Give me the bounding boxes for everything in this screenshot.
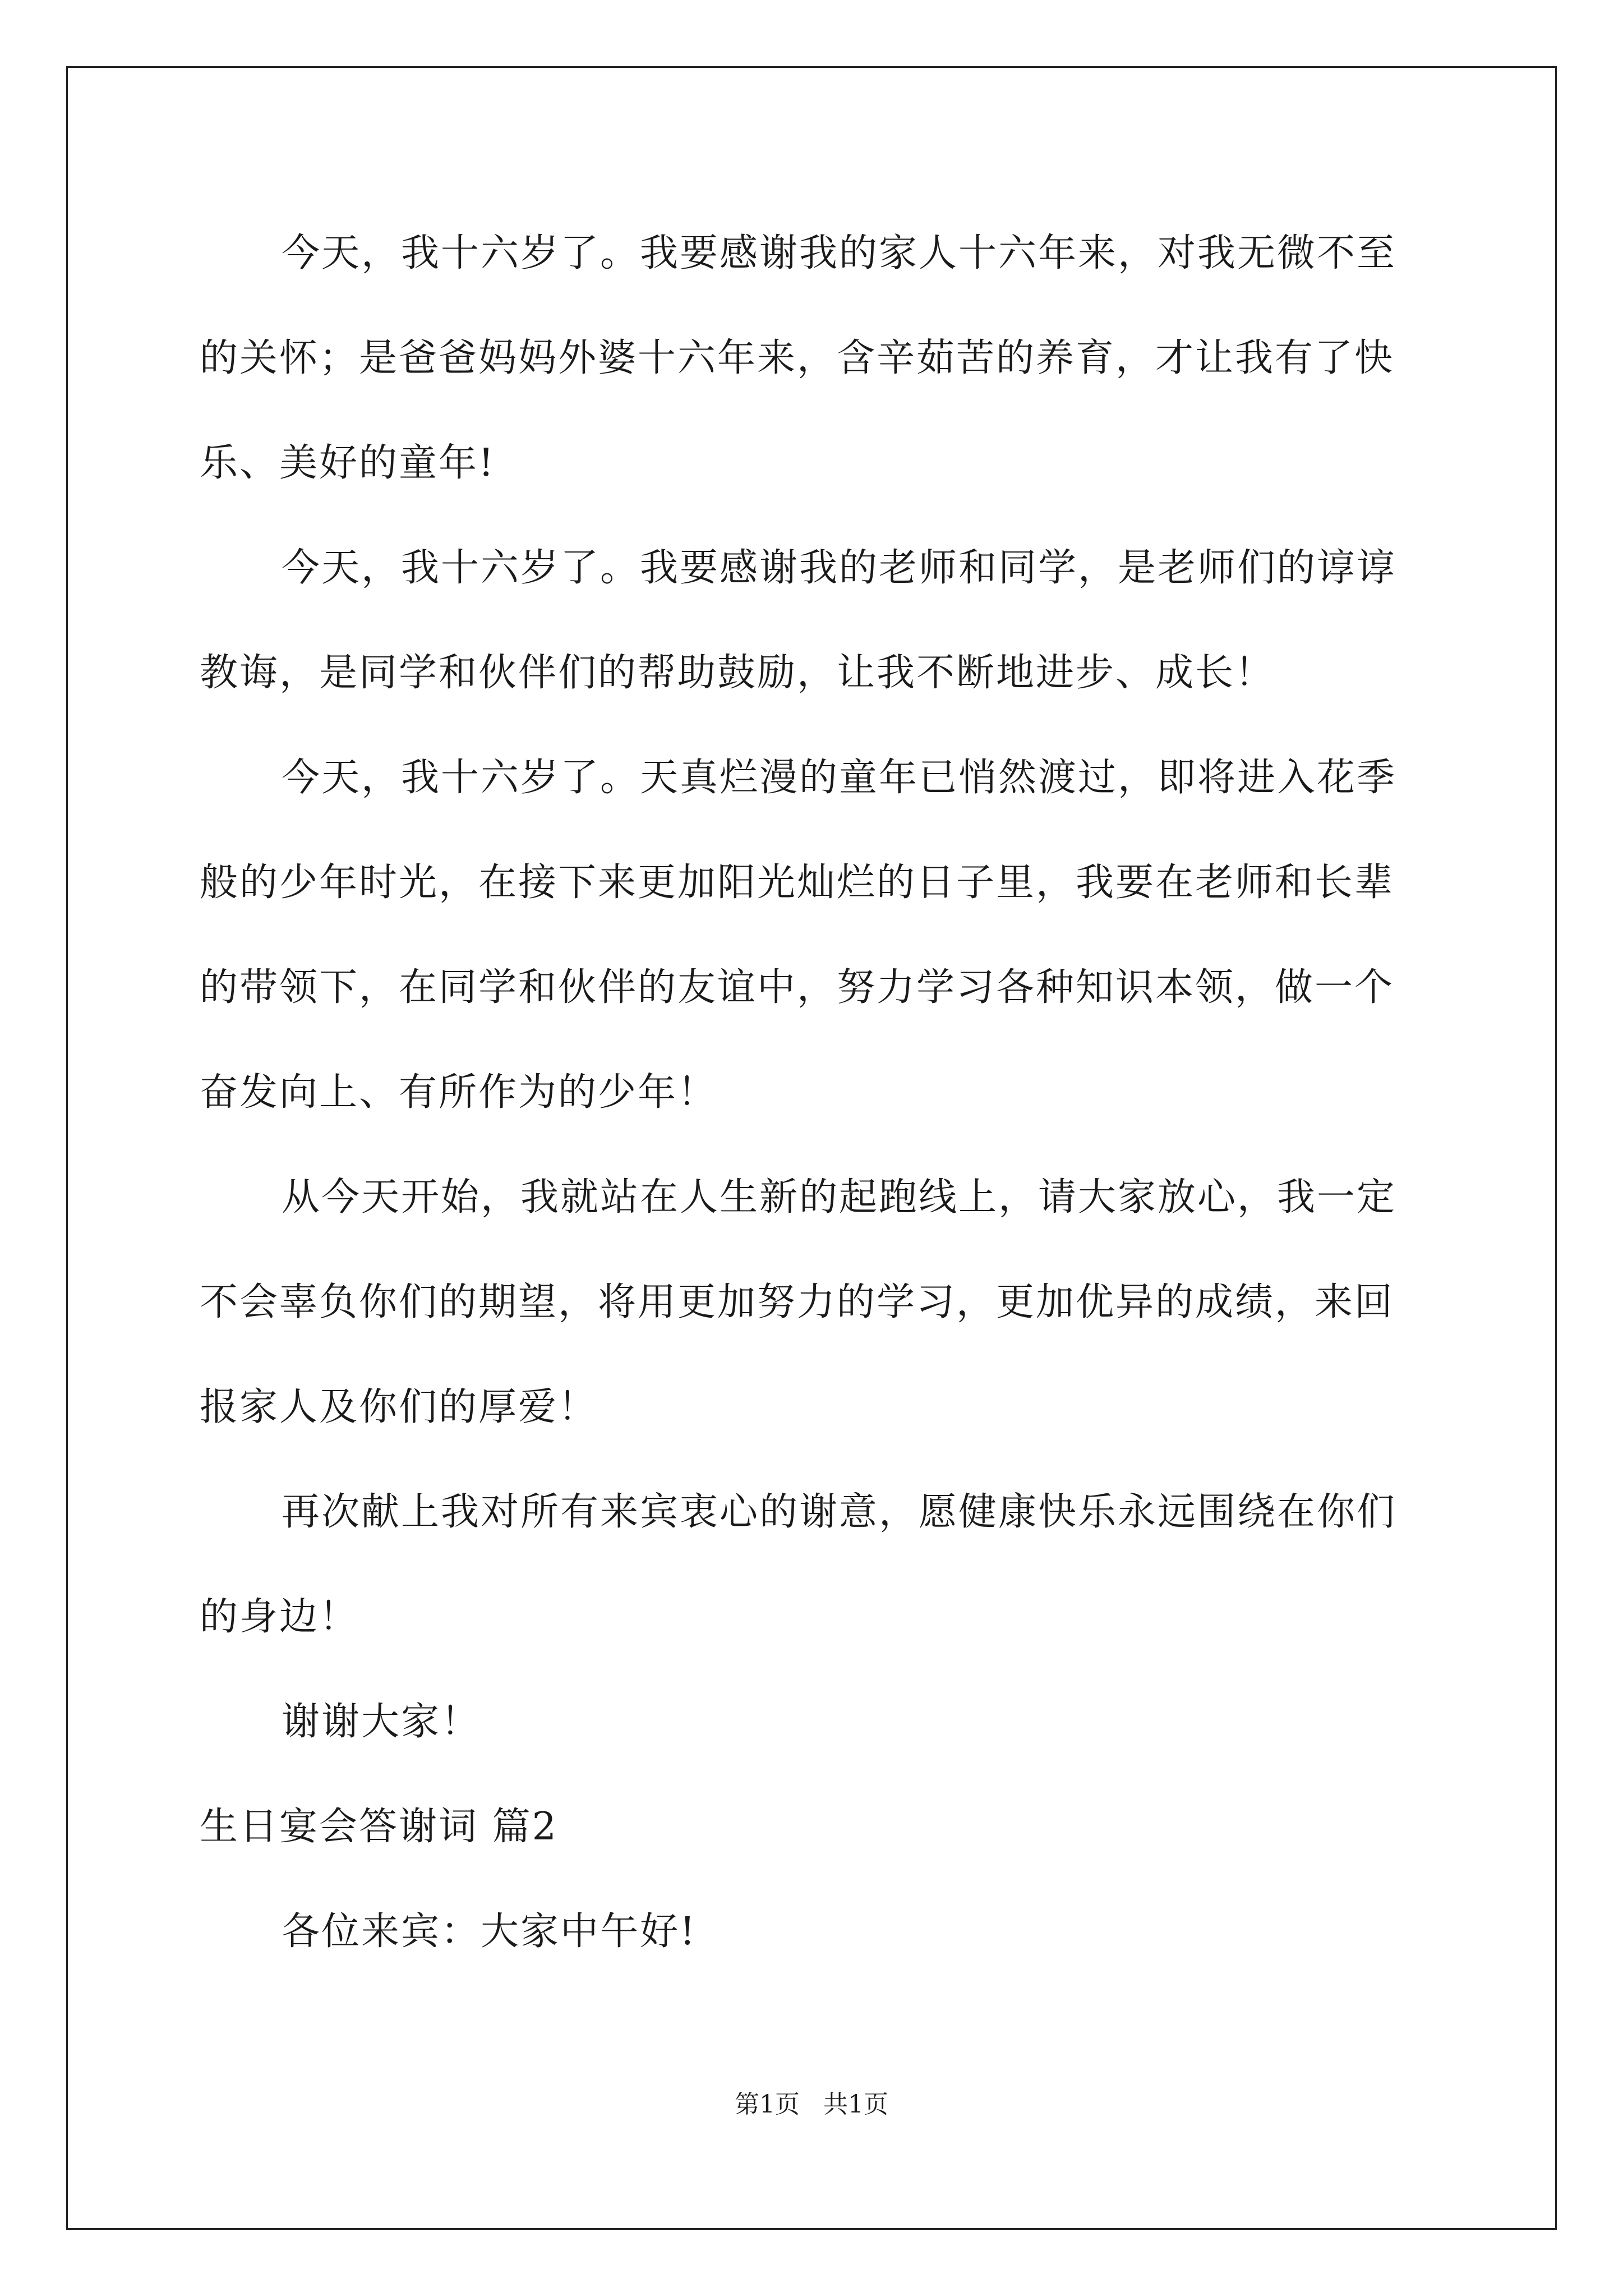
paragraph-3-line-3: 的带领下，在同学和伙伴的友谊中，努力学习各种知识本领，做一个 [200,965,1395,1010]
paragraph-2-line-2: 教诲，是同学和伙伴们的帮助鼓励，让我不断地进步、成长！ [200,651,1275,695]
paragraph-5-line-1: 再次献上我对所有来宾衷心的谢意，愿健康快乐永远围绕在你们 [282,1490,1397,1534]
page-frame [66,66,1557,2230]
page-footer: 第1页 共1页 [735,2090,888,2119]
paragraph-4-line-3: 报家人及你们的厚爱！ [200,1385,598,1429]
thanks-line: 谢谢大家！ [282,1700,481,1744]
paragraph-1-line-2: 的关怀；是爸爸妈妈外婆十六年来，含辛茹苦的养育，才让我有了快 [200,336,1395,380]
paragraph-3-line-1: 今天，我十六岁了。天真烂漫的童年已悄然渡过，即将进入花季 [282,756,1397,800]
paragraph-1-line-1: 今天，我十六岁了。我要感谢我的家人十六年来，对我无微不至 [282,231,1397,275]
paragraph-3-line-4: 奋发向上、有所作为的少年！ [200,1070,718,1115]
paragraph-5-line-2: 的身边！ [200,1595,359,1639]
greeting-line: 各位来宾：大家中午好! [282,1910,697,1954]
paragraph-4-line-2: 不会辜负你们的期望，将用更加努力的学习，更加优异的成绩，来回 [200,1280,1395,1324]
paragraph-3-line-2: 般的少年时光，在接下来更加阳光灿烂的日子里，我要在老师和长辈 [200,861,1395,905]
paragraph-1-line-3: 乐、美好的童年! [200,441,496,485]
paragraph-4-line-1: 从今天开始，我就站在人生新的起跑线上，请大家放心，我一定 [282,1175,1397,1220]
paragraph-2-line-1: 今天，我十六岁了。我要感谢我的老师和同学，是老师们的谆谆 [282,546,1397,590]
section-heading: 生日宴会答谢词 篇2 [200,1805,558,1849]
